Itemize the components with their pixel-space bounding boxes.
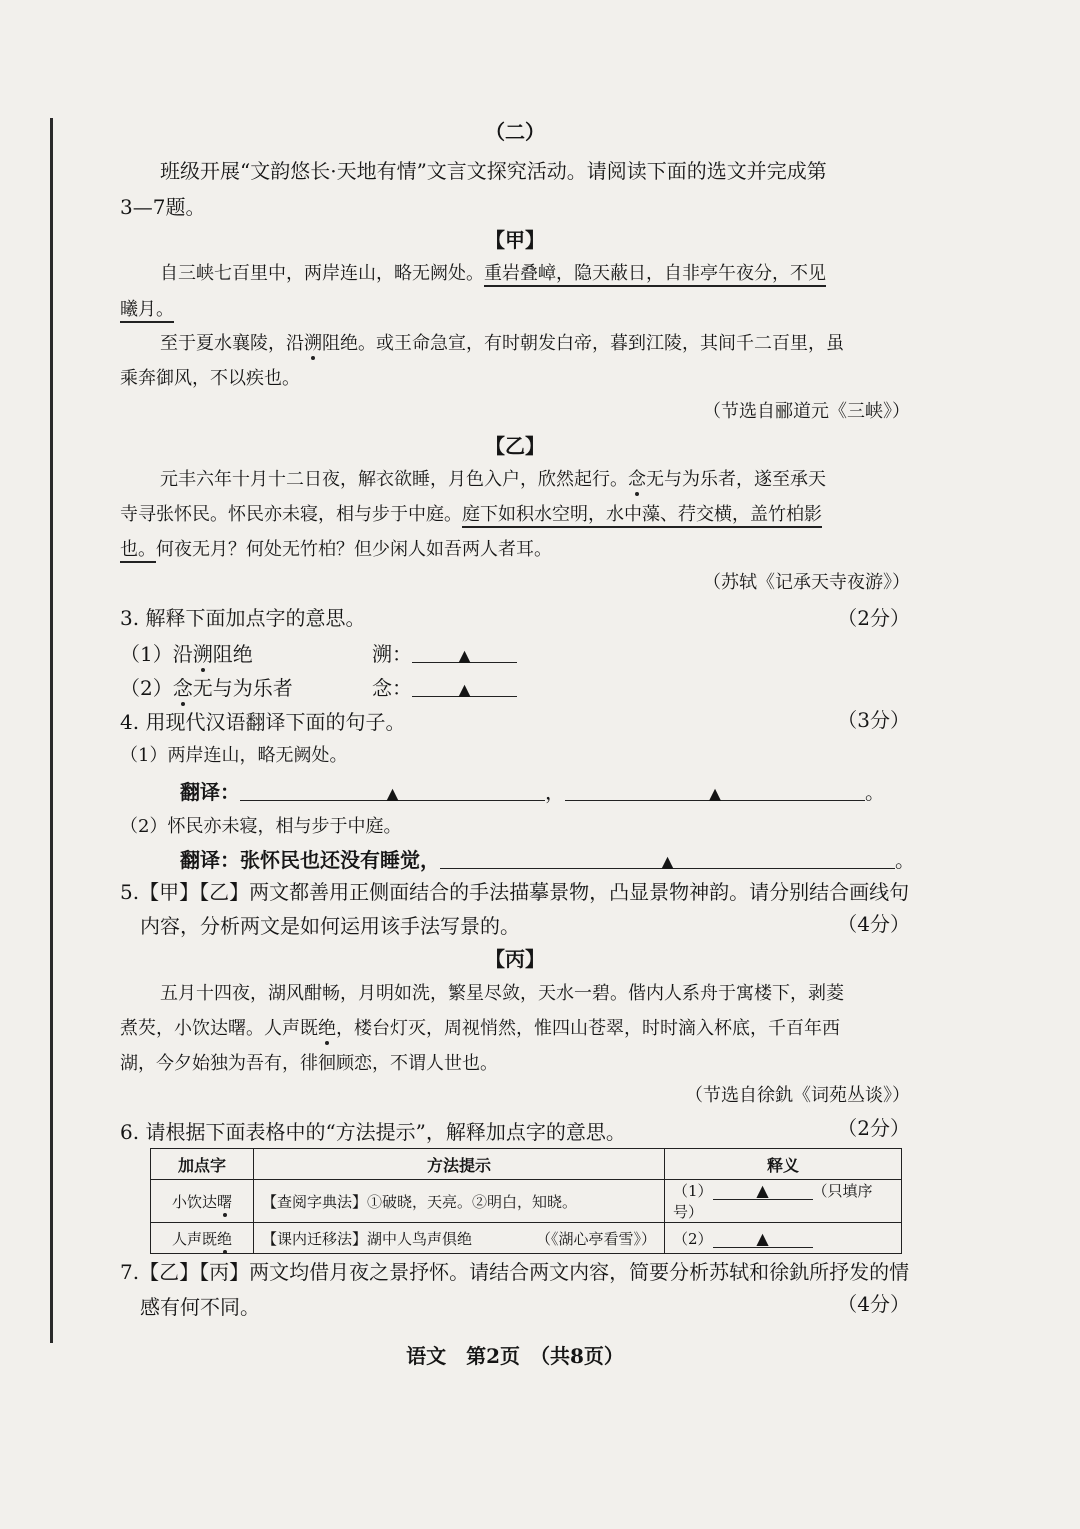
bing-source: （节选自徐釚《词苑丛谈》） [685, 1085, 910, 1106]
triangle-icon: ▲ [386, 784, 399, 803]
table-header-row [151, 1149, 902, 1180]
q3-word-label: 溯： [372, 642, 412, 666]
jia-text: 至于夏水襄陵，沿 [160, 333, 304, 354]
table-header: 方法提示 [254, 1149, 665, 1180]
q5-score: （4分） [837, 912, 910, 936]
bing-text: ，楼台灯灭，周视悄然，惟四山苍翠，时时滴入杯底，千百年西 [336, 1018, 840, 1039]
yi-line-2 [120, 501, 822, 529]
translation-text: 翻译：张怀民也还没有睡觉， [180, 848, 440, 872]
jia-heading: 【甲】 [485, 228, 545, 252]
q3-stem: 3. 解释下面加点字的意思。 [120, 606, 366, 630]
answer-blank[interactable] [565, 778, 865, 801]
jia-line-2 [120, 296, 174, 324]
answer-suffix: （只填序号） [673, 1182, 873, 1221]
jia-line-1 [160, 260, 826, 288]
dotted-char: 念 [172, 676, 193, 700]
jia-line-4: 乘奔御风，不以疾也。 [120, 368, 300, 389]
answer-blank[interactable] [440, 846, 895, 869]
q5-line-2: 内容，分析两文是如何运用该手法写景的。 [140, 914, 520, 938]
table-cell-method: 【查阅字典法】①破晓，天亮。②明白，知晓。 [254, 1180, 665, 1223]
jia-source: （节选自郦道元《三峡》） [703, 401, 910, 422]
bing-line-2 [120, 1015, 840, 1043]
q4-translation-2 [180, 846, 915, 874]
table-row [151, 1180, 902, 1223]
yi-underlined-sentence: 庭下如积水空明，水中藻、荇交横，盖竹柏影 [462, 504, 822, 528]
table-cell-word: 小饮达曙 [151, 1180, 254, 1223]
q3-answer-2 [372, 674, 517, 702]
punct: 。 [865, 780, 885, 804]
method-table [150, 1148, 902, 1254]
yi-line-3 [120, 536, 552, 564]
page-footer: 语文 第2页 （共8页） [406, 1344, 624, 1368]
binding-margin-line [50, 118, 53, 1343]
punct: ， [545, 780, 565, 804]
bing-heading: 【丙】 [485, 947, 545, 971]
answer-blank[interactable] [412, 674, 517, 697]
table-cell-answer [665, 1223, 902, 1254]
q4-translation-1 [180, 778, 885, 806]
q3-answer-1 [372, 640, 517, 668]
answer-blank[interactable] [412, 640, 517, 663]
q7-line-2: 感有何不同。 [140, 1295, 260, 1319]
translation-label: 翻译： [180, 780, 240, 804]
answer-blank[interactable] [713, 1229, 813, 1248]
dotted-char: 溯 [304, 333, 322, 354]
yi-text: 寺寻张怀民。怀民亦未寝，相与步于中庭。 [120, 504, 462, 525]
q7-score: （4分） [837, 1292, 910, 1316]
answer-blank[interactable] [240, 778, 545, 801]
q3-score: （2分） [837, 606, 910, 630]
bing-line-3: 湖，今夕始独为吾有，徘徊顾恋，不谓人世也。 [120, 1053, 498, 1074]
triangle-icon: ▲ [458, 680, 471, 699]
table-header: 加点字 [151, 1149, 254, 1180]
q3-text: 无与为乐者 [192, 676, 293, 700]
q4-stem: 4. 用现代汉语翻译下面的句子。 [120, 710, 406, 734]
jia-line-3 [160, 330, 844, 358]
section-heading: （二） [485, 120, 545, 144]
dotted-char: 绝 [318, 1018, 336, 1039]
jia-text: 阻绝。或王命急宣，有时朝发白帝，暮到江陵，其间千二百里，虽 [322, 333, 844, 354]
triangle-icon: ▲ [756, 1228, 769, 1248]
yi-text: 元丰六年十月十二日夜，解衣欲睡，月色入户，欣然起行。 [160, 469, 628, 490]
intro-line-2: 3—7题。 [120, 195, 206, 219]
yi-line-1 [160, 466, 826, 494]
table-row [151, 1223, 902, 1254]
jia-underlined-sentence: 重岩叠嶂，隐天蔽日，自非亭午夜分，不见 [484, 263, 826, 287]
q6-stem: 6. 请根据下面表格中的“方法提示”，解释加点字的意思。 [120, 1120, 626, 1144]
yi-text: 无与为乐者，遂至承天 [646, 469, 826, 490]
triangle-icon: ▲ [458, 646, 471, 665]
intro-line-1: 班级开展“文韵悠长·天地有情”文言文探究活动。请阅读下面的选文并完成第 [160, 159, 827, 183]
q3-text: （2） [120, 676, 173, 700]
yi-text: 何夜无月？何处无竹柏？但少闲人如吾两人者耳。 [156, 539, 552, 560]
triangle-icon: ▲ [708, 784, 722, 803]
q7-line-1: 7.【乙】【丙】两文均借月夜之景抒怀。请结合两文内容，简要分析苏轼和徐釚所抒发的情 [120, 1260, 910, 1284]
table-cell-method [254, 1223, 665, 1254]
punct: 。 [895, 848, 915, 872]
answer-prefix: （1） [673, 1182, 713, 1200]
answer-blank[interactable] [713, 1181, 813, 1200]
q3-item-1 [120, 640, 253, 668]
q3-text: 阻绝 [212, 642, 253, 666]
q3-word-label: 念： [372, 676, 412, 700]
yi-source: （苏轼《记承天寺夜游》） [703, 572, 910, 593]
dotted-char: 念 [628, 469, 646, 490]
q6-score: （2分） [837, 1116, 910, 1140]
yi-underlined-end: 也。 [120, 539, 156, 563]
method-text: 【课内迁移法】湖中人鸟声俱绝 [262, 1229, 473, 1248]
jia-underlined-end: 曦月。 [120, 299, 174, 323]
table-cell-word: 人声既绝 [151, 1223, 254, 1254]
q4-sentence-2: （2）怀民亦未寝，相与步于中庭。 [120, 816, 402, 837]
dotted-char: 溯 [192, 642, 213, 666]
jia-text: 自三峡七百里中，两岸连山，略无阙处。 [160, 263, 484, 284]
triangle-icon: ▲ [756, 1181, 769, 1200]
method-source: （《湖心亭看雪》） [535, 1229, 656, 1248]
triangle-icon: ▲ [661, 852, 674, 871]
q5-line-1: 5.【甲】【乙】两文都善用正侧面结合的手法描摹景物，凸显景物神韵。请分别结合画线句 [120, 880, 910, 904]
yi-heading: 【乙】 [485, 434, 545, 458]
q4-sentence-1: （1）两岸连山，略无阙处。 [120, 745, 348, 766]
q4-score: （3分） [837, 708, 910, 732]
table-cell-answer [665, 1180, 902, 1223]
table-header: 释义 [665, 1149, 902, 1180]
bing-line-1: 五月十四夜，湖风酣畅，月明如洗，繁星尽敛，天水一碧。偕内人系舟于寓楼下，剥菱 [160, 983, 844, 1004]
answer-prefix: （2） [673, 1229, 713, 1248]
bing-text: 煮芡，小饮达曙。人声既 [120, 1018, 318, 1039]
q3-item-2 [120, 674, 293, 702]
q3-text: （1）沿 [120, 642, 193, 666]
